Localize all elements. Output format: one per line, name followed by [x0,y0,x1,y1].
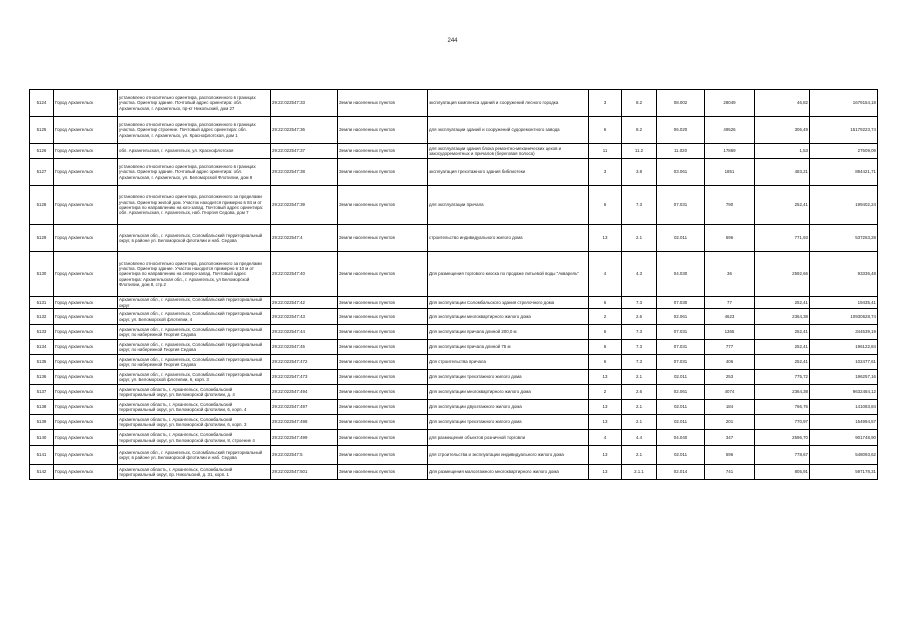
table-row [30,252,878,297]
cell-group-code: 13 [589,400,622,415]
cell-use-code: 2.1 [622,370,657,385]
cell-address: Архангельская область, г. Архангельск, Соломбальский территориальный округ, ул. Беломорской флотилии, 6, корп. 3 [118,415,271,430]
cell-permitted-use: Для эксплуатации трехэтажного жилого дома [428,415,589,430]
cell-specific-value: 252,41 [755,340,810,355]
cell-area: 790 [705,186,755,225]
cell-land-category: Земли населенных пунктов [338,90,428,117]
cell-row-number: 5125 [30,117,54,144]
table-row [30,90,878,117]
cell-permitted-use: Для эксплуатации двухэтажного жилого дома [428,400,589,415]
cell-city: Город Архангельск [54,355,118,370]
cell-area: 4074 [705,385,755,400]
cell-permitted-use: строительство индивидуального жилого дома [428,225,589,252]
cell-activity-code: 11.020 [657,144,705,159]
cell-city: Город Архангельск [54,186,118,225]
cell-row-number: 5127 [30,159,54,186]
cell-area: 201 [705,415,755,430]
cell-address: установлено относительно ориентира, расположенного за пределами участка. Ориентир жилой дом. Участок находится примерно в 84 м от ориентира по направлению на юго-запад. Почтовый адрес ориентира: обл. Архангельская, г. Архангельск, наб. Георгия Седова, дом 7 [118,186,271,225]
cell-specific-value: 766,76 [755,400,810,415]
cell-specific-value: 252,41 [755,325,810,340]
cell-row-number: 5134 [30,340,54,355]
table-row [30,225,878,252]
cell-row-number: 5126 [30,144,54,159]
cell-address: установлено относительно ориентира, расположенного за пределами участка. Ориентир здание. Участок находится примерно в 10 м от ориентира по направлению на северо-запад. Почтовый адрес ориентира: Архангельская обл., г. Архангельск, ул Беломорской Флотилии, дом 8, стр.2 [118,252,271,297]
cell-activity-code: 03.061 [657,159,705,186]
cell-cadastral-number: 29:22:022547:39 [271,186,338,225]
cell-permitted-use: эксплуатация комплекса зданий и сооружений лесного городка [428,90,589,117]
cell-land-category: Земли населенных пунктов [338,385,428,400]
table-row [30,355,878,370]
cell-activity-code: 07.031 [657,186,705,225]
cell-specific-value: 2364,38 [755,309,810,325]
cell-cadastral-value: 548093,62 [810,446,878,465]
cell-specific-value: 2364,38 [755,385,810,400]
cell-area: 28049 [705,90,755,117]
table-row [30,117,878,144]
cell-specific-value: 46,82 [755,90,810,117]
cell-cadastral-number: 29:22:022547:44 [271,325,338,340]
cell-use-code: 4.3 [622,252,657,297]
cell-area: 741 [705,465,755,480]
table-row [30,430,878,446]
cell-permitted-use: Для эксплуатации трехэтажного жилого дома [428,370,589,385]
cell-land-category: Земли населенных пунктов [338,252,428,297]
cell-activity-code: 07.031 [657,355,705,370]
cell-address: Архангельская обл., г. Архангельск, Соломбальский территориальный округ, по набережной Георгия Седова [118,355,271,370]
table-row [30,465,878,480]
cell-land-category: Земли населенных пунктов [338,415,428,430]
table-row [30,144,878,159]
cell-area: 36 [705,252,755,297]
cell-area: 49526 [705,117,755,144]
cell-land-category: Земли населенных пунктов [338,400,428,415]
cell-land-category: Земли населенных пунктов [338,340,428,355]
page-number: 244 [447,38,458,44]
cell-group-code: 6 [589,297,622,309]
cell-use-code: 7.3 [622,297,657,309]
cell-permitted-use: Для эксплуатации причала длиной 200,0 м [428,325,589,340]
cell-use-code: 11.2 [622,144,657,159]
cell-group-code: 13 [589,415,622,430]
cell-cadastral-value: 93336,48 [810,252,878,297]
cell-cadastral-number: 29:22:022547:472 [271,355,338,370]
cell-group-code: 4 [589,252,622,297]
cell-use-code: 2.6 [622,385,657,400]
cell-use-code: 2.1.1 [622,465,657,480]
cell-address: установлено относительно ориентира, расположенного в границах участка. Ориентир здание. Почтовый адрес ориентира: обл. Архангельская, г. Архангельск, пр-кт Никольский, дом 27 [118,90,271,117]
cell-group-code: 13 [589,225,622,252]
cell-area: 1365 [705,325,755,340]
cell-specific-value: 771,93 [755,225,810,252]
cell-city: Город Архангельск [54,225,118,252]
cell-group-code: 6 [589,117,622,144]
cell-group-code: 2 [589,385,622,400]
cell-specific-value: 252,41 [755,355,810,370]
cell-activity-code: 07.031 [657,325,705,340]
cell-group-code: 6 [589,186,622,225]
cell-permitted-use: Для эксплуатации причала длиной 75 м [428,340,589,355]
cell-land-category: Земли населенных пунктов [338,144,428,159]
cell-group-code: 13 [589,370,622,385]
cell-row-number: 5136 [30,370,54,385]
cell-specific-value: 805,91 [755,465,810,480]
cell-area: 77 [705,297,755,309]
cell-use-code: 4.4 [622,430,657,446]
cell-use-code: 2.1 [622,415,657,430]
table-row [30,297,878,309]
cell-use-code: 2.1 [622,446,657,465]
cell-use-code: 7.3 [622,355,657,370]
cell-row-number: 5131 [30,297,54,309]
cell-land-category: Земли населенных пунктов [338,159,428,186]
cell-land-category: Земли населенных пунктов [338,465,428,480]
cell-activity-code: 02.061 [657,309,705,325]
cell-group-code: 6 [589,355,622,370]
cell-city: Город Архангельск [54,370,118,385]
cell-activity-code: 04.030 [657,252,705,297]
cell-address: обл. Архангельская, г. Архангельск, ул. Краснофлотская [118,144,271,159]
cell-land-category: Земли населенных пунктов [338,186,428,225]
cell-specific-value: 2592,66 [755,252,810,297]
cell-area: 4623 [705,309,755,325]
cell-land-category: Земли населенных пунктов [338,430,428,446]
cell-land-category: Земли населенных пунктов [338,325,428,340]
cell-permitted-use: для эксплуатации зданий и сооружений судоремонтного завода [428,117,589,144]
cell-use-code: 2.1 [622,225,657,252]
cell-activity-code: 06.020 [657,117,705,144]
cell-city: Город Архангельск [54,446,118,465]
cell-land-category: Земли населенных пунктов [338,297,428,309]
cell-cadastral-value: 901748,90 [810,430,878,446]
cell-city: Город Архангельск [54,144,118,159]
cell-specific-value: 252,41 [755,297,810,309]
table-row [30,415,878,430]
cell-specific-value: 775,72 [755,370,810,385]
table-row [30,385,878,400]
cell-land-category: Земли населенных пунктов [338,355,428,370]
cell-use-code: 7.3 [622,186,657,225]
cell-row-number: 5128 [30,186,54,225]
cell-city: Город Архангельск [54,340,118,355]
cadastral-value-table [29,89,878,480]
cell-row-number: 5129 [30,225,54,252]
table-row [30,159,878,186]
cell-cadastral-value: 196257,16 [810,370,878,385]
cell-cadastral-number: 29:22:022547:33 [271,90,338,117]
cell-land-category: Земли населенных пунктов [338,117,428,144]
cell-area: 1851 [705,159,755,186]
cell-cadastral-value: 597178,31 [810,465,878,480]
cell-group-code: 11 [589,144,622,159]
cell-cadastral-value: 894421,71 [810,159,878,186]
cell-cadastral-value: 1679154,18 [810,90,878,117]
cell-use-code: 2.1 [622,400,657,415]
cell-row-number: 5140 [30,430,54,446]
cell-city: Город Архангельск [54,430,118,446]
cell-cadastral-number: 29:22:022547:4 [271,225,338,252]
cell-cadastral-value: 15179223,74 [810,117,878,144]
cell-address: Архангельская обл., г. Архангельск, Соломбальский территориальный округ, по набережной Георгия Седова [118,340,271,355]
cell-permitted-use: Для эксплуатации Соломбальского здания стрелочного дома [428,297,589,309]
cell-cadastral-number: 29:22:022547:36 [271,117,338,144]
table-row [30,370,878,385]
cell-land-category: Земли населенных пунктов [338,370,428,385]
cell-cadastral-value: 9632484,12 [810,385,878,400]
cell-activity-code: 07.031 [657,340,705,355]
cell-permitted-use: эксплуатация трехэтажного здания библиотеки [428,159,589,186]
cell-address: Архангельская обл., г. Архангельск, Соломбальский территориальный округ [118,297,271,309]
cell-cadastral-value: 27609,09 [810,144,878,159]
cell-row-number: 5139 [30,415,54,430]
cell-activity-code: 02.011 [657,370,705,385]
cell-group-code: 6 [589,325,622,340]
cell-cadastral-number: 29:22:022547:45 [271,340,338,355]
cell-city: Город Архангельск [54,90,118,117]
cell-row-number: 5138 [30,400,54,415]
cell-specific-value: 2596,70 [755,430,810,446]
cell-permitted-use: Для эксплуатации многоквартирного жилого дома [428,309,589,325]
cell-city: Город Архангельск [54,465,118,480]
cell-area: 184 [705,400,755,415]
cell-city: Город Архангельск [54,325,118,340]
cell-area: 347 [705,430,755,446]
cell-permitted-use: Для строительства причала [428,355,589,370]
cell-address: Архангельская обл., г. Архангельск, Соломбальский территориальный округ, ул. Беломорской флотилии, 6, корп. 3 [118,370,271,385]
cell-city: Город Архангельск [54,252,118,297]
cell-cadastral-value: 141083,84 [810,400,878,415]
cell-cadastral-number: 29:22:022547:473 [271,370,338,385]
cell-address: Архангельская обл., г. Архангельск, Соломбальский территориальный округ, по набережной Георгия Седова [118,325,271,340]
cell-cadastral-value: 10930628,74 [810,309,878,325]
cell-row-number: 5135 [30,355,54,370]
cell-cadastral-value: 196122,84 [810,340,878,355]
cell-row-number: 5141 [30,446,54,465]
cell-activity-code: 02.011 [657,400,705,415]
table-body [30,90,878,480]
cell-specific-value: 483,21 [755,159,810,186]
cell-land-category: Земли населенных пунктов [338,225,428,252]
cell-address: Архангельская обл., г. Архангельск, Соломбальский территориальный округ, ул. Беломорской флотилии, 4 [118,309,271,325]
cell-group-code: 13 [589,465,622,480]
cell-activity-code: 02.014 [657,465,705,480]
cell-permitted-use: Для размещения торгового киоска по продаже питьевой воды "Акварель" [428,252,589,297]
cell-permitted-use: для размещения объектов розничной торговли [428,430,589,446]
cell-address: Архангельская область, г. Архангельск, Соломбальский территориальный округ, ул. Беломорской флотилии, 6, корп. 4 [118,400,271,415]
table-row [30,325,878,340]
cell-activity-code: 02.011 [657,446,705,465]
cell-use-code: 8.2 [622,90,657,117]
cell-activity-code: 07.030 [657,297,705,309]
cell-specific-value: 778,67 [755,446,810,465]
cell-group-code: 3 [589,159,622,186]
cell-cadastral-value: 154994,57 [810,415,878,430]
cell-row-number: 5142 [30,465,54,480]
cell-area: 253 [705,370,755,385]
cell-address: Архангельская обл., г. Архангельск, Соломбальский территориальный округ, в районе ул. Беломорской флотилии и наб. Седова [118,225,271,252]
cell-address: Архангельская обл., г. Архангельск, Соломбальский территориальный округ, в районе ул. Беломорской флотилии и наб. Седова [118,446,271,465]
cell-group-code: 4 [589,430,622,446]
cell-activity-code: 02.011 [657,415,705,430]
table-row [30,446,878,465]
cell-row-number: 5130 [30,252,54,297]
cell-use-code: 2.6 [622,309,657,325]
cell-row-number: 5132 [30,309,54,325]
cell-cadastral-number: 29:22:022547:5 [271,446,338,465]
cell-cadastral-number: 29:22:022547:501 [271,465,338,480]
cell-area: 406 [705,355,755,370]
cell-activity-code: 02.011 [657,225,705,252]
cell-specific-value: 252,41 [755,186,810,225]
cell-land-category: Земли населенных пунктов [338,446,428,465]
cell-address: Архангельская область, г. Архангельск, Соломбальский территориальный округ, пр. Никольский, д. 31, корп. 1 [118,465,271,480]
table-row [30,309,878,325]
cell-group-code: 2 [589,309,622,325]
cell-cadastral-number: 29:22:022547:499 [271,430,338,446]
cell-permitted-use: Для эксплуатации многоквартирного жилого дома [428,385,589,400]
cell-activity-code: 08.002 [657,90,705,117]
cell-permitted-use: Для размещения малоэтажного многоквартирного жилого дома [428,465,589,480]
cell-cadastral-value: 19435,41 [810,297,878,309]
cell-city: Город Архангельск [54,400,118,415]
cell-address: установлено относительно ориентира, расположенного в границах участка. Ориентир строение. Почтовый адрес ориентира: обл. Архангельская, г. Архангельск, ул. Краснофлотская, дом 1 [118,117,271,144]
cell-city: Город Архангельск [54,309,118,325]
cell-permitted-use: для строительства и эксплуатации индивидуального жилого дома [428,446,589,465]
cell-cadastral-value: 537263,28 [810,225,878,252]
cell-specific-value: 770,97 [755,415,810,430]
cell-cadastral-number: 29:22:022547:42 [271,297,338,309]
table-row [30,186,878,225]
cell-group-code: 6 [589,340,622,355]
cell-area: 696 [705,446,755,465]
cell-activity-code: 02.061 [657,385,705,400]
cell-area: 777 [705,340,755,355]
cell-specific-value: 1,53 [755,144,810,159]
cell-use-code: 8.2 [622,117,657,144]
cell-cadastral-value: 344539,19 [810,325,878,340]
cell-land-category: Земли населенных пунктов [338,309,428,325]
cell-group-code: 3 [589,90,622,117]
cell-use-code: 7.3 [622,340,657,355]
cell-address: Архангельская область, г. Архангельск, Соломбальский территориальный округ, ул. Беломорской флотилии, 8, строение 4 [118,430,271,446]
cell-permitted-use: для эксплуатации причала [428,186,589,225]
cell-area: 17869 [705,144,755,159]
cell-cadastral-number: 29:22:022547:497 [271,400,338,415]
cell-city: Город Архангельск [54,415,118,430]
cell-cadastral-number: 29:22:022547:40 [271,252,338,297]
cell-area: 696 [705,225,755,252]
cell-activity-code: 04.040 [657,430,705,446]
cell-cadastral-number: 29:22:022547:43 [271,309,338,325]
cell-row-number: 5124 [30,90,54,117]
cell-row-number: 5137 [30,385,54,400]
cell-cadastral-value: 102477,61 [810,355,878,370]
cell-group-code: 13 [589,446,622,465]
cell-use-code: 7.3 [622,325,657,340]
cell-city: Город Архангельск [54,117,118,144]
cell-cadastral-number: 29:22:022547:498 [271,415,338,430]
cell-city: Город Архангельск [54,385,118,400]
cell-specific-value: 306,49 [755,117,810,144]
cell-row-number: 5133 [30,325,54,340]
table-row [30,400,878,415]
cell-use-code: 3.8 [622,159,657,186]
cell-address: установлено относительно ориентира, расположенного в границах участка. Ориентир здание. Почтовый адрес ориентира: обл. Архангельская, г. Архангельск, ул. Беломорской Флотилии, дом 8 [118,159,271,186]
cell-address: Архангельская область, г. Архангельск, Соломбальский территориальный округ, ул. Беломорской флотилии, д. 4 [118,385,271,400]
cell-permitted-use: для эксплуатации здания блока ремонтно-механических цехов и закосудоремонтных и причалов (береговая полоса) [428,144,589,159]
cell-cadastral-number: 29:22:022547:37 [271,144,338,159]
cell-cadastral-value: 199402,24 [810,186,878,225]
cell-cadastral-number: 29:22:022547:38 [271,159,338,186]
table-row [30,340,878,355]
cell-cadastral-number: 29:22:022547:494 [271,385,338,400]
cell-city: Город Архангельск [54,159,118,186]
cell-city: Город Архангельск [54,297,118,309]
